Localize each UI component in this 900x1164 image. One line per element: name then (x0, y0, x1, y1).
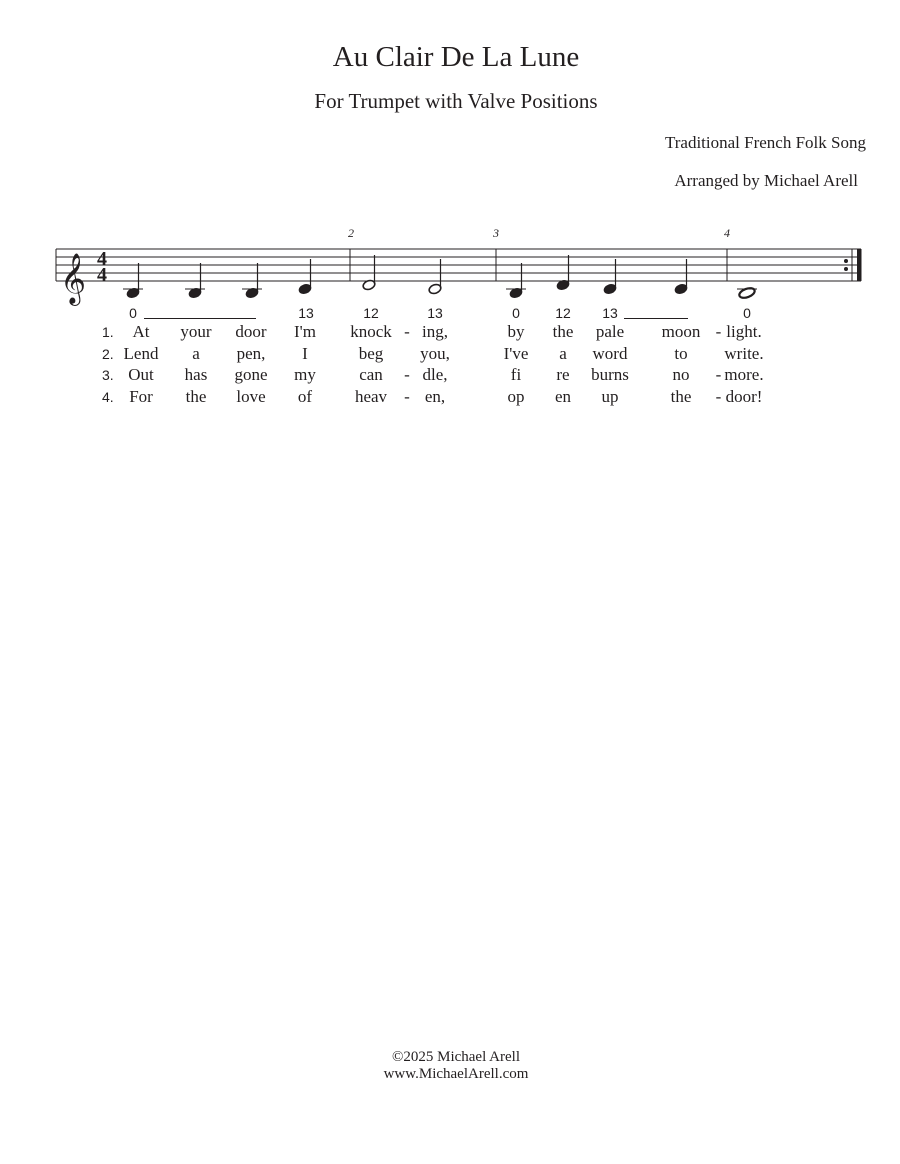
lyric-syllable: Lend (123, 344, 159, 363)
lyric-syllable: door (235, 322, 267, 341)
lyric-syllable: a (559, 344, 567, 363)
lyric-syllable: no (672, 365, 690, 384)
measure-number: 3 (493, 226, 499, 240)
lyric-syllable: up (601, 387, 619, 406)
valve-position: 0 (512, 305, 520, 321)
verse-number: 3. (102, 367, 114, 383)
lyric-syllable: At (132, 322, 150, 341)
valve-extender-line (144, 318, 256, 319)
half-note (428, 259, 442, 295)
lyric-syllable: my (294, 365, 316, 384)
lyric-syllable: op (507, 387, 525, 406)
lyric-syllable: love (236, 387, 266, 406)
lyric-hyphen: - (715, 365, 722, 384)
lyric-syllable: fi (510, 365, 522, 384)
lyric-syllable: I'm (294, 322, 316, 341)
lyric-syllable: to (674, 344, 688, 363)
verse-number: 2. (102, 346, 114, 362)
lyric-syllable: re (556, 365, 570, 384)
lyric-hyphen: - (404, 387, 410, 406)
lyric-syllable: pen, (236, 344, 266, 363)
arranger-credit: Arranged by Michael Arell (674, 171, 858, 190)
lyric-syllable: by (507, 322, 525, 341)
lyric-syllable: your (180, 322, 212, 341)
lyric-syllable: Out (128, 365, 154, 384)
lyric-syllable: gone (234, 365, 268, 384)
lyric-syllable: dle, (422, 365, 448, 384)
measure-number: 4 (724, 226, 730, 240)
lyric-syllable: has (184, 365, 208, 384)
time-signature-top: 4 (97, 248, 107, 270)
lyric-hyphen: - (404, 365, 410, 384)
copyright: ©2025 Michael Arell (391, 1049, 521, 1065)
lyric-syllable: moon (661, 322, 701, 341)
lyric-hyphen: - (715, 387, 722, 406)
valve-extender-line (624, 318, 688, 319)
lyric-syllable: the (185, 387, 207, 406)
composer-credit: Traditional French Folk Song (664, 133, 866, 152)
lyric-syllable: en (554, 387, 572, 406)
lyric-syllable: you, (420, 344, 450, 363)
verse-number: 4. (102, 389, 114, 405)
lyric-syllable: For (129, 387, 153, 406)
lyric-syllable: the (670, 387, 692, 406)
page-title: Au Clair De La Lune (332, 41, 580, 73)
whole-note (737, 286, 757, 299)
footer (0, 1049, 900, 1083)
lyric-syllable: knock (350, 322, 392, 341)
lyric-syllable: word (592, 344, 628, 363)
lyric-syllable: more. (724, 365, 764, 384)
valve-position: 0 (129, 305, 137, 321)
lyric-syllable: of (297, 387, 313, 406)
lyric-syllable: pale (595, 322, 625, 341)
end-repeat-thick-line (857, 249, 862, 281)
lyric-syllable: heav (354, 387, 388, 406)
quarter-note (298, 259, 312, 295)
lyric-hyphen: - (715, 322, 722, 341)
repeat-dot (844, 267, 848, 271)
lyric-syllable: I've (503, 344, 529, 363)
measure-number: 2 (348, 226, 354, 240)
valve-position: 0 (743, 305, 751, 321)
treble-clef-icon: 𝄞 (60, 253, 87, 304)
valve-position: 13 (427, 305, 443, 321)
lyric-syllable: the (552, 322, 574, 341)
quarter-note (674, 259, 688, 295)
website: www.MichaelArell.com (383, 1066, 529, 1082)
lyric-syllable: a (192, 344, 200, 363)
lyric-syllable: ing, (422, 322, 448, 341)
lyric-syllable: en, (424, 387, 446, 406)
lyric-syllable: light. (726, 322, 762, 341)
lyric-syllable: write. (724, 344, 764, 363)
valve-position: 13 (602, 305, 618, 321)
lyric-syllable: I (302, 344, 308, 363)
lyric-syllable: burns (591, 365, 629, 384)
lyric-syllable: can (359, 365, 383, 384)
quarter-note (603, 259, 617, 295)
verse-number: 1. (102, 324, 114, 340)
valve-position: 12 (363, 305, 379, 321)
valve-position: 13 (298, 305, 314, 321)
repeat-dot (844, 259, 848, 263)
time-signature-bottom: 4 (97, 264, 107, 286)
lyric-hyphen: - (404, 322, 410, 341)
valve-position: 12 (555, 305, 571, 321)
page-subtitle: For Trumpet with Valve Positions (314, 89, 598, 113)
lyric-syllable: beg (358, 344, 384, 363)
lyric-syllable: door! (725, 387, 763, 406)
music-staff (0, 0, 900, 320)
